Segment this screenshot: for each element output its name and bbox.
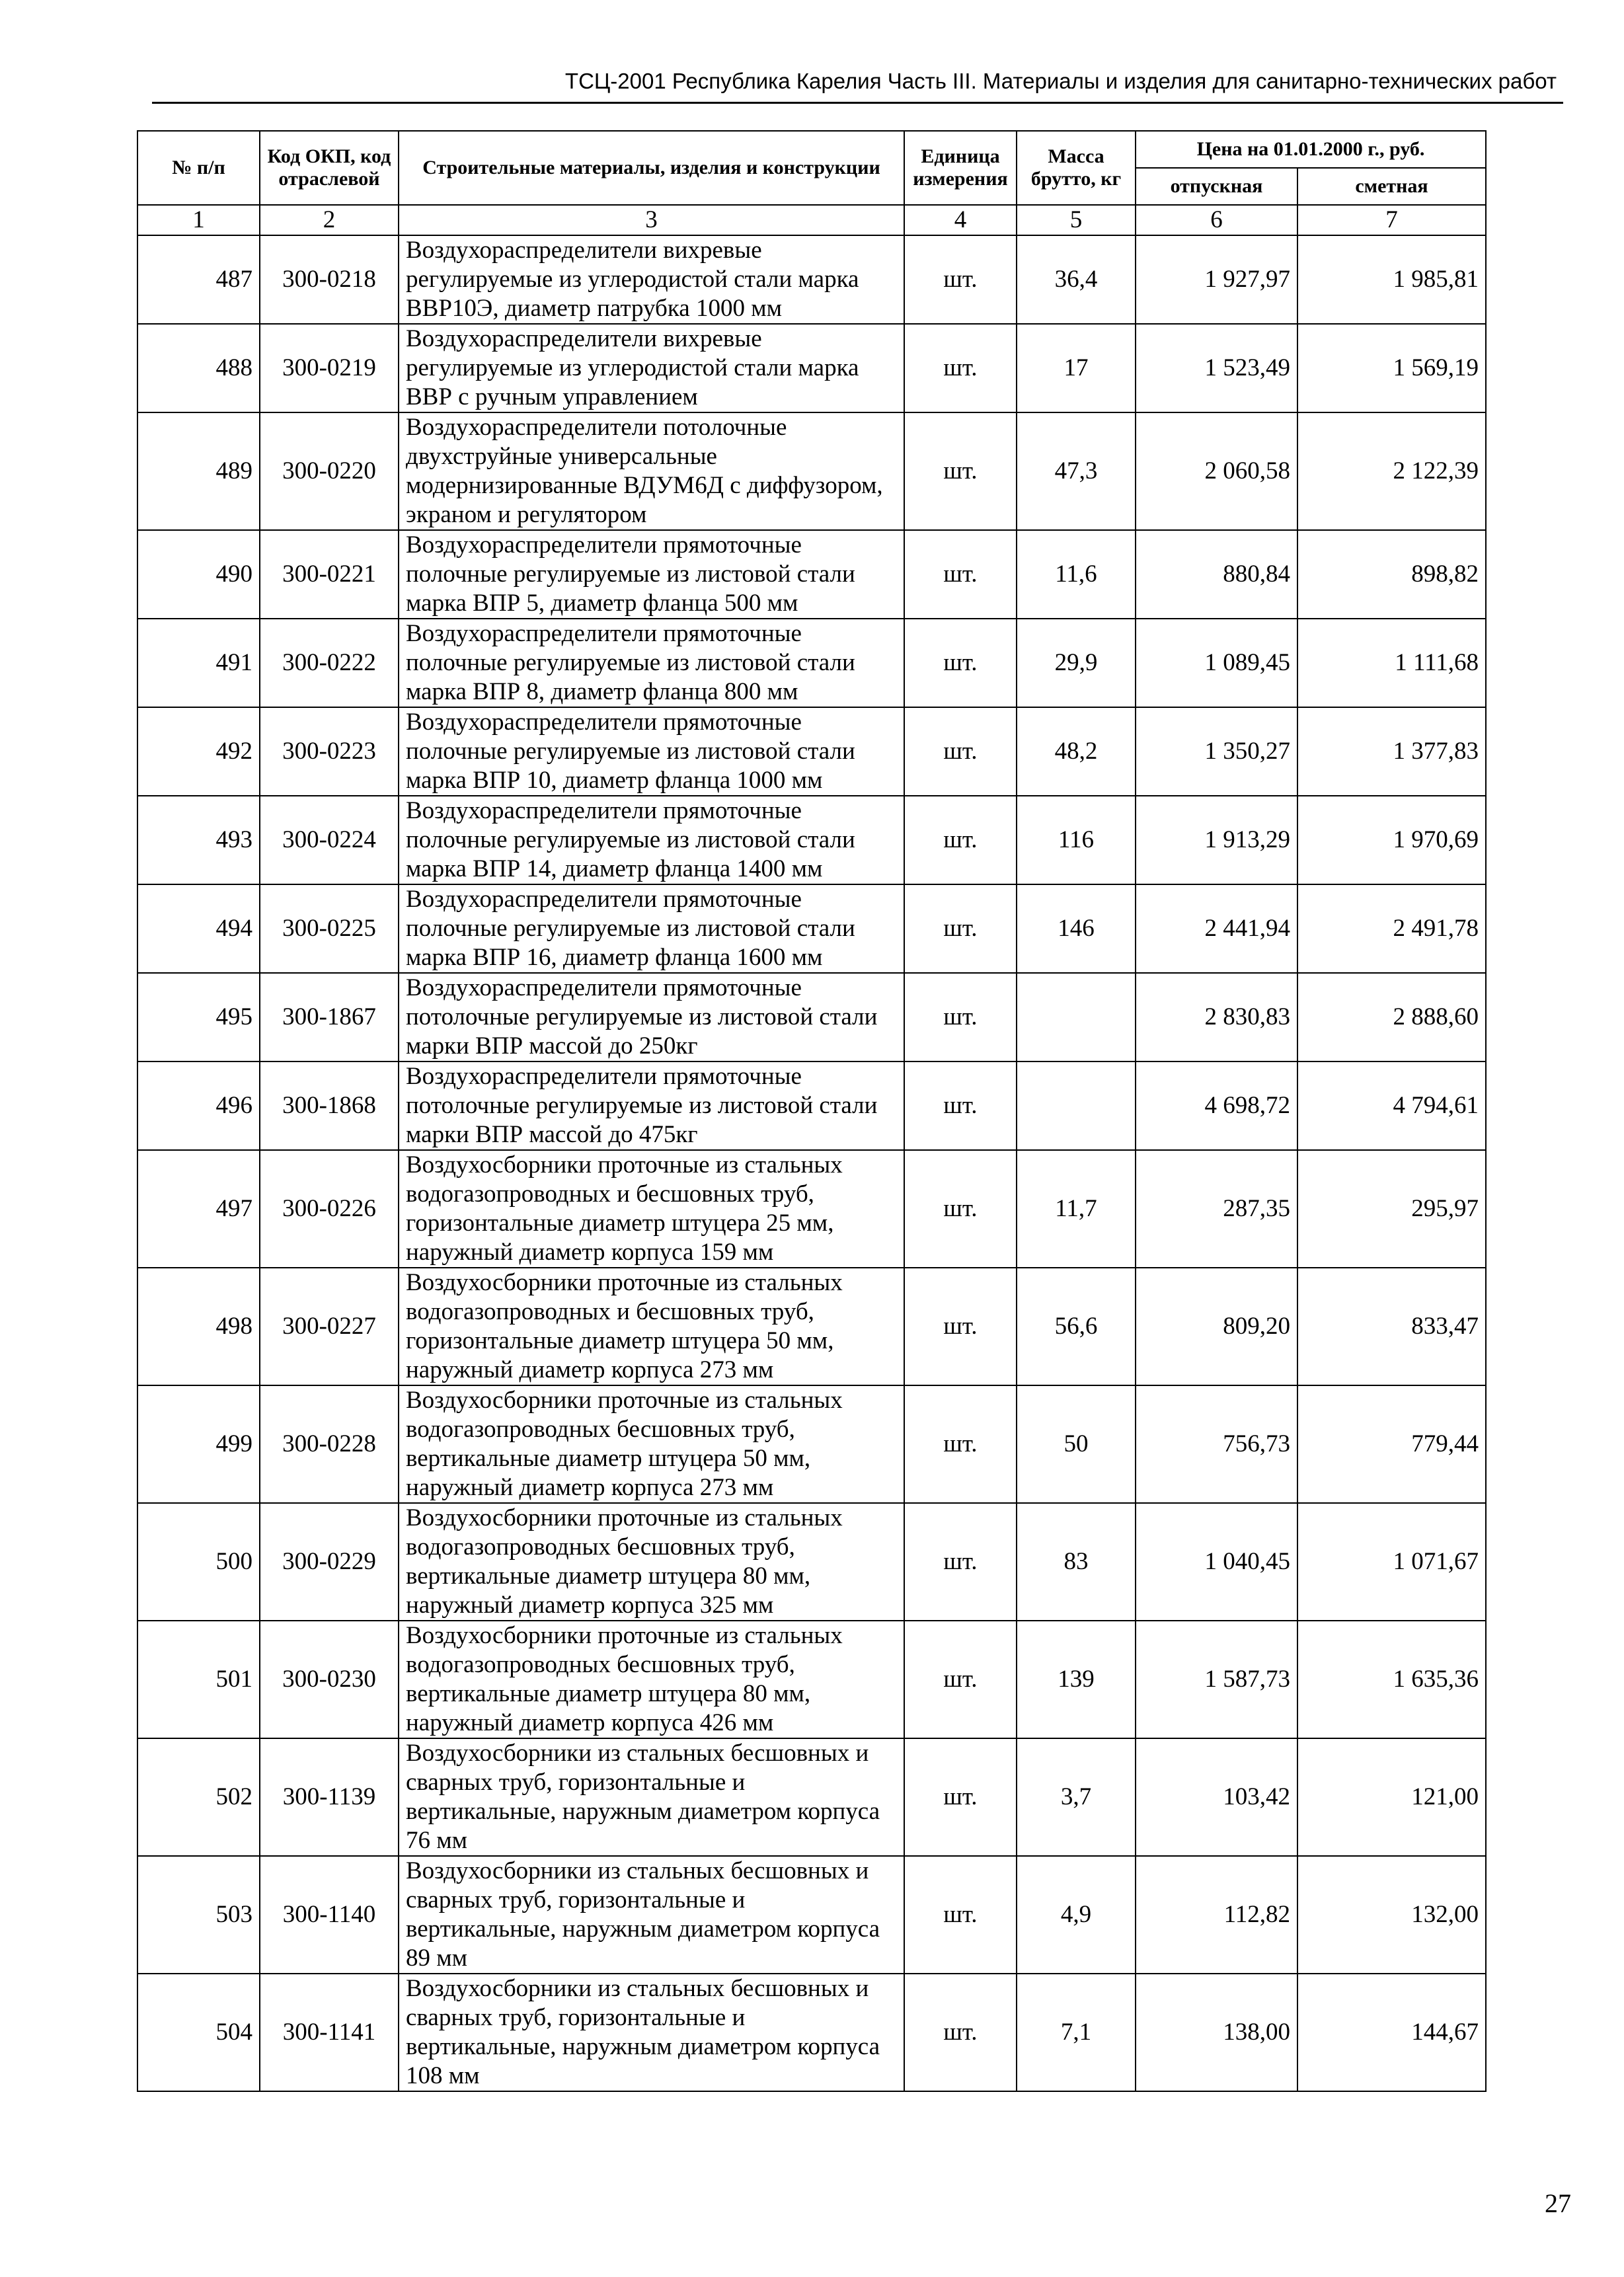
row-name: Воздухораспределители прямоточные полочные регулируемые из листовой стали марка ВПР 8, диаметр фланца 800 мм [399,619,904,707]
row-number: 502 [137,1738,260,1856]
header-title: ТСЦ-2001 Республика Карелия Часть III. Материалы и изделия для санитарно-технических работ [564,69,1557,93]
row-code: 300-1867 [260,973,399,1061]
column-number: 2 [260,205,399,235]
row-code: 300-1139 [260,1738,399,1856]
row-price-estimate: 1 985,81 [1297,235,1486,324]
page-number: 27 [1545,2188,1571,2218]
row-mass: 83 [1017,1503,1136,1621]
row-number: 496 [137,1061,260,1150]
row-price-estimate: 1 569,19 [1297,324,1486,412]
row-name: Воздухосборники проточные из стальных водогазопроводных бесшовных труб, вертикальные диаметр штуцера 80 мм, наружный диаметр корпуса 426 мм [399,1621,904,1738]
row-mass [1017,973,1136,1061]
row-price-release: 2 441,94 [1136,884,1297,973]
row-price-release: 1 523,49 [1136,324,1297,412]
row-mass: 50 [1017,1385,1136,1503]
row-name: Воздухораспределители прямоточные полочные регулируемые из листовой стали марка ВПР 5, диаметр фланца 500 мм [399,530,904,619]
row-mass: 4,9 [1017,1856,1136,1974]
row-name: Воздухораспределители прямоточные потолочные регулируемые из листовой стали марки ВПР массой до 475кг [399,1061,904,1150]
header-num: № п/п [137,131,260,205]
table-row [137,412,1486,530]
column-number: 4 [904,205,1017,235]
row-mass: 17 [1017,324,1136,412]
row-name: Воздухораспределители прямоточные полочные регулируемые из листовой стали марка ВПР 14, диаметр фланца 1400 мм [399,796,904,884]
row-unit: шт. [904,1738,1017,1856]
row-price-estimate: 1 111,68 [1297,619,1486,707]
price-table [137,130,1487,2092]
row-code: 300-0228 [260,1385,399,1503]
row-mass: 56,6 [1017,1268,1136,1385]
table-row [137,1150,1486,1268]
row-number: 503 [137,1856,260,1974]
row-price-release: 1 040,45 [1136,1503,1297,1621]
table-row [137,1503,1486,1621]
row-unit: шт. [904,1856,1017,1974]
row-price-estimate: 898,82 [1297,530,1486,619]
row-code: 300-0219 [260,324,399,412]
table-row [137,235,1486,324]
row-price-estimate: 295,97 [1297,1150,1486,1268]
row-price-estimate: 779,44 [1297,1385,1486,1503]
row-code: 300-1141 [260,1974,399,2091]
row-price-release: 1 913,29 [1136,796,1297,884]
column-number: 6 [1136,205,1297,235]
table-row [137,324,1486,412]
row-number: 495 [137,973,260,1061]
row-name: Воздухораспределители прямоточные полочные регулируемые из листовой стали марка ВПР 16, диаметр фланца 1600 мм [399,884,904,973]
table-row [137,884,1486,973]
row-mass: 3,7 [1017,1738,1136,1856]
row-number: 499 [137,1385,260,1503]
row-name: Воздухораспределители потолочные двухструйные универсальные модернизированные ВДУМ6Д с диффузором, экраном и регулятором [399,412,904,530]
row-name: Воздухосборники проточные из стальных водогазопроводных бесшовных труб, вертикальные диаметр штуцера 80 мм, наружный диаметр корпуса 325 мм [399,1503,904,1621]
row-mass: 36,4 [1017,235,1136,324]
row-number: 487 [137,235,260,324]
row-name: Воздухораспределители вихревые регулируемые из углеродистой стали марка ВВР10Э, диаметр патрубка 1000 мм [399,235,904,324]
row-unit: шт. [904,324,1017,412]
row-name: Воздухосборники проточные из стальных водогазопроводных и бесшовных труб, горизонтальные диаметр штуцера 25 мм, наружный диаметр корпуса 159 мм [399,1150,904,1268]
table-row [137,1621,1486,1738]
column-number: 3 [399,205,904,235]
row-code: 300-0226 [260,1150,399,1268]
table-row [137,619,1486,707]
row-mass: 11,7 [1017,1150,1136,1268]
row-unit: шт. [904,412,1017,530]
table-row [137,1385,1486,1503]
header-name: Строительные материалы, изделия и конструкции [399,131,904,205]
row-unit: шт. [904,1621,1017,1738]
row-code: 300-0223 [260,707,399,796]
row-price-estimate: 1 970,69 [1297,796,1486,884]
row-number: 497 [137,1150,260,1268]
row-name: Воздухосборники из стальных бесшовных и сварных труб, горизонтальные и вертикальные, наружным диаметром корпуса 76 мм [399,1738,904,1856]
row-number: 501 [137,1621,260,1738]
row-price-estimate: 2 888,60 [1297,973,1486,1061]
column-number: 1 [137,205,260,235]
row-code: 300-0227 [260,1268,399,1385]
row-price-estimate: 2 122,39 [1297,412,1486,530]
row-price-estimate: 1 635,36 [1297,1621,1486,1738]
row-price-estimate: 1 071,67 [1297,1503,1486,1621]
row-number: 500 [137,1503,260,1621]
row-code: 300-0224 [260,796,399,884]
row-mass: 11,6 [1017,530,1136,619]
column-number: 5 [1017,205,1136,235]
table-row [137,1856,1486,1974]
row-unit: шт. [904,1503,1017,1621]
row-unit: шт. [904,530,1017,619]
row-price-release: 287,35 [1136,1150,1297,1268]
table-row [137,1738,1486,1856]
table-row [137,707,1486,796]
table-row [137,796,1486,884]
page-header [152,65,1563,104]
row-price-release: 880,84 [1136,530,1297,619]
row-unit: шт. [904,235,1017,324]
row-unit: шт. [904,1268,1017,1385]
column-number: 7 [1297,205,1486,235]
column-number-row [137,205,1486,235]
row-mass: 29,9 [1017,619,1136,707]
row-price-estimate: 4 794,61 [1297,1061,1486,1150]
table-row [137,973,1486,1061]
header-price-estimate: сметная [1297,168,1486,205]
row-unit: шт. [904,1061,1017,1150]
table-row [137,1974,1486,2091]
row-number: 491 [137,619,260,707]
row-price-estimate: 833,47 [1297,1268,1486,1385]
row-code: 300-0222 [260,619,399,707]
row-price-release: 1 089,45 [1136,619,1297,707]
row-price-release: 1 350,27 [1136,707,1297,796]
row-number: 489 [137,412,260,530]
row-unit: шт. [904,1974,1017,2091]
row-number: 494 [137,884,260,973]
table-row [137,530,1486,619]
row-number: 493 [137,796,260,884]
header-price-release: отпускная [1136,168,1297,205]
row-mass [1017,1061,1136,1150]
row-price-estimate: 144,67 [1297,1974,1486,2091]
table-row [137,1061,1486,1150]
row-code: 300-0229 [260,1503,399,1621]
row-unit: шт. [904,707,1017,796]
row-mass: 48,2 [1017,707,1136,796]
row-name: Воздухосборники из стальных бесшовных и сварных труб, горизонтальные и вертикальные, наружным диаметром корпуса 108 мм [399,1974,904,2091]
row-unit: шт. [904,973,1017,1061]
row-name: Воздухораспределители вихревые регулируемые из углеродистой стали марка ВВР с ручным управлением [399,324,904,412]
row-price-release: 2 830,83 [1136,973,1297,1061]
row-price-estimate: 121,00 [1297,1738,1486,1856]
row-name: Воздухосборники проточные из стальных водогазопроводных бесшовных труб, вертикальные диаметр штуцера 50 мм, наружный диаметр корпуса 273 мм [399,1385,904,1503]
row-number: 492 [137,707,260,796]
header-mass: Масса брутто, кг [1017,131,1136,205]
row-mass: 7,1 [1017,1974,1136,2091]
row-unit: шт. [904,796,1017,884]
row-code: 300-0225 [260,884,399,973]
row-price-estimate: 132,00 [1297,1856,1486,1974]
row-unit: шт. [904,1150,1017,1268]
row-price-estimate: 2 491,78 [1297,884,1486,973]
row-price-release: 809,20 [1136,1268,1297,1385]
row-name: Воздухораспределители прямоточные полочные регулируемые из листовой стали марка ВПР 10, диаметр фланца 1000 мм [399,707,904,796]
table-body [137,235,1486,2091]
row-code: 300-0218 [260,235,399,324]
row-code: 300-0220 [260,412,399,530]
row-price-release: 2 060,58 [1136,412,1297,530]
row-number: 498 [137,1268,260,1385]
row-mass: 139 [1017,1621,1136,1738]
row-unit: шт. [904,619,1017,707]
row-code: 300-0221 [260,530,399,619]
row-number: 488 [137,324,260,412]
row-mass: 146 [1017,884,1136,973]
row-mass: 47,3 [1017,412,1136,530]
header-code: Код ОКП, код отраслевой [260,131,399,205]
row-name: Воздухосборники проточные из стальных водогазопроводных и бесшовных труб, горизонтальные диаметр штуцера 50 мм, наружный диаметр корпуса 273 мм [399,1268,904,1385]
row-name: Воздухосборники из стальных бесшовных и сварных труб, горизонтальные и вертикальные, наружным диаметром корпуса 89 мм [399,1856,904,1974]
row-code: 300-0230 [260,1621,399,1738]
row-number: 504 [137,1974,260,2091]
row-price-estimate: 1 377,83 [1297,707,1486,796]
row-name: Воздухораспределители прямоточные потолочные регулируемые из листовой стали марки ВПР массой до 250кг [399,973,904,1061]
row-price-release: 1 927,97 [1136,235,1297,324]
row-price-release: 138,00 [1136,1974,1297,2091]
header-unit: Единица измерения [904,131,1017,205]
row-code: 300-1140 [260,1856,399,1974]
row-price-release: 103,42 [1136,1738,1297,1856]
table-row [137,1268,1486,1385]
header-price-group: Цена на 01.01.2000 г., руб. [1136,131,1486,168]
row-price-release: 1 587,73 [1136,1621,1297,1738]
row-number: 490 [137,530,260,619]
row-code: 300-1868 [260,1061,399,1150]
row-price-release: 4 698,72 [1136,1061,1297,1150]
row-unit: шт. [904,884,1017,973]
row-unit: шт. [904,1385,1017,1503]
row-mass: 116 [1017,796,1136,884]
row-price-release: 756,73 [1136,1385,1297,1503]
row-price-release: 112,82 [1136,1856,1297,1974]
